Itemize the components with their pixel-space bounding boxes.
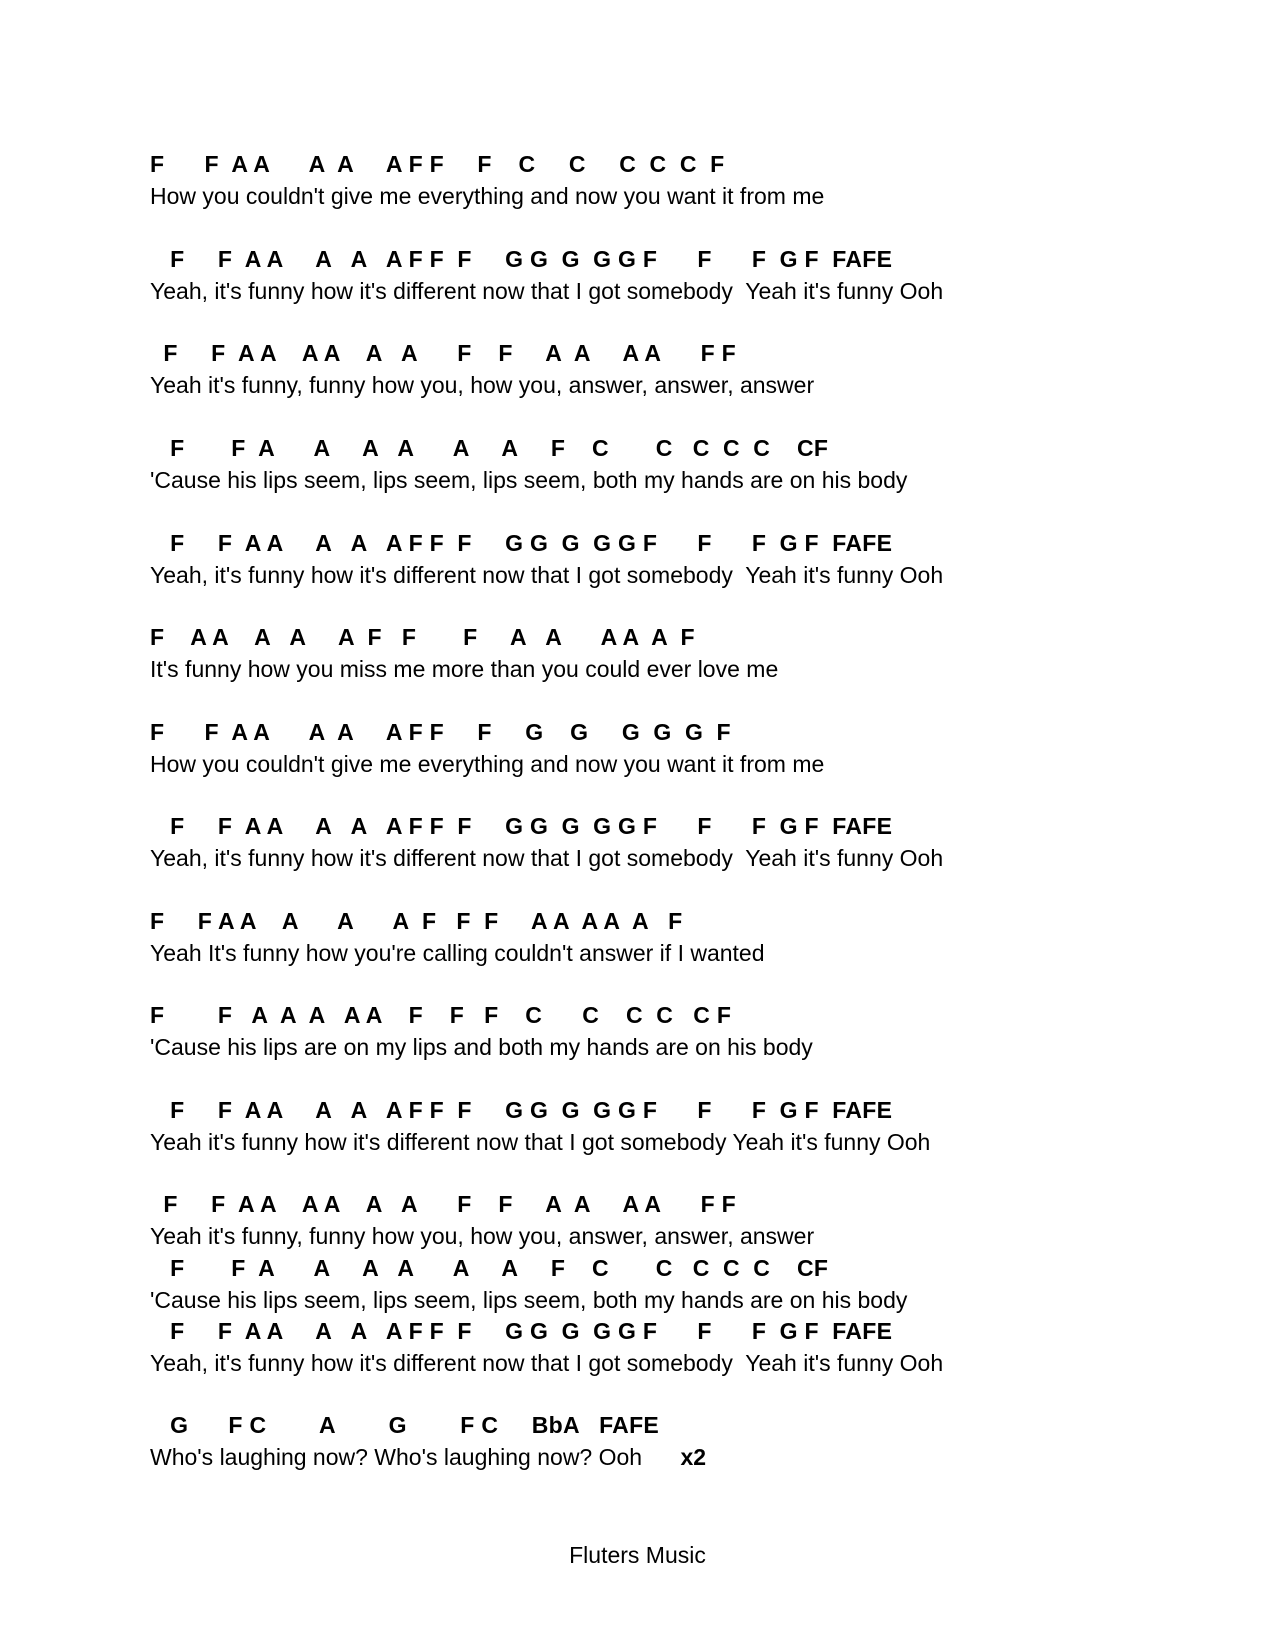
verse-block-2 [150, 245, 1150, 306]
lyric-line: Yeah, it's funny how it's different now that I got somebody Yeah it's funny Ooh [150, 562, 944, 588]
verse-block-3 [150, 339, 1150, 400]
note-line: F F A A A A A F F F G G G G G F [150, 719, 731, 745]
lyric-line: Yeah, it's funny how it's different now that I got somebody Yeah it's funny Ooh [150, 278, 944, 304]
note-line: F F A A A A A F F F G G G G G F F F G F FAFE [150, 1318, 893, 1344]
lyric-line: Yeah, it's funny how it's different now that I got somebody Yeah it's funny Ooh [150, 1350, 944, 1376]
lyric-line: Yeah it's funny how it's different now that I got somebody Yeah it's funny Ooh [150, 1129, 931, 1155]
note-line: F A A A A A F F F A A A A A F [150, 624, 695, 650]
note-line: F F A A A A A F F F C C C C C F [150, 1002, 732, 1028]
verse-block-6 [150, 623, 1150, 684]
verse-block-4 [150, 434, 1150, 495]
note-line: F F A A A A A F F F A A A A A F [150, 908, 683, 934]
verse-block-10 [150, 1001, 1150, 1062]
verse-block-1 [150, 150, 1150, 211]
repeat-marker: x2 [680, 1444, 707, 1470]
note-line: G F C A G F C BbA FAFE [150, 1412, 660, 1438]
lyric-line: 'Cause his lips are on my lips and both my hands are on his body [150, 1034, 813, 1060]
lyric-line: Yeah it's funny, funny how you, how you, answer, answer, answer [150, 1223, 815, 1249]
lyric-line: Yeah It's funny how you're calling couldn't answer if I wanted [150, 940, 765, 966]
note-line: F F A A A A A A F C C C C C CF [150, 435, 829, 461]
lyric-line: It's funny how you miss me more than you could ever love me [150, 656, 779, 682]
note-line: F F A A A A A A F F A A A A F F [150, 340, 737, 366]
note-line: F F A A A A A F F F G G G G G F F F G F FAFE [150, 813, 893, 839]
verse-block-8 [150, 812, 1150, 873]
note-line: F F A A A A A F F F G G G G G F F F G F FAFE [150, 1097, 893, 1123]
verse-block-12 [150, 1190, 1150, 1251]
lyric-text: Who's laughing now? Who's laughing now? Ooh [150, 1444, 643, 1470]
footer-credit: Fluters Music [569, 1542, 706, 1568]
note-line: F F A A A A A F F F G G G G G F F F G F FAFE [150, 530, 893, 556]
lyric-line: How you couldn't give me everything and now you want it from me [150, 183, 825, 209]
lyric-line: Yeah, it's funny how it's different now that I got somebody Yeah it's funny Ooh [150, 845, 944, 871]
note-line: F F A A A A A A F C C C C C CF [150, 1255, 829, 1281]
note-line: F F A A A A A F F F G G G G G F F F G F FAFE [150, 246, 893, 272]
note-line: F F A A A A A F F F C C C C C F [150, 151, 725, 177]
verse-block-13 [150, 1254, 1150, 1315]
lyric-line: 'Cause his lips seem, lips seem, lips seem, both my hands are on his body [150, 467, 908, 493]
verse-block-14 [150, 1317, 1150, 1378]
lyric-line: 'Cause his lips seem, lips seem, lips seem, both my hands are on his body [150, 1287, 908, 1313]
verse-block-9 [150, 907, 1150, 968]
lyric-line: How you couldn't give me everything and now you want it from me [150, 751, 825, 777]
verse-block-7 [150, 718, 1150, 779]
lyric-line [150, 1442, 1150, 1472]
lyric-line: Yeah it's funny, funny how you, how you, answer, answer, answer [150, 372, 815, 398]
verse-block-5 [150, 529, 1150, 590]
note-line: F F A A A A A A F F A A A A F F [150, 1191, 737, 1217]
verse-block-11 [150, 1096, 1150, 1157]
chorus-block [150, 1411, 1150, 1472]
